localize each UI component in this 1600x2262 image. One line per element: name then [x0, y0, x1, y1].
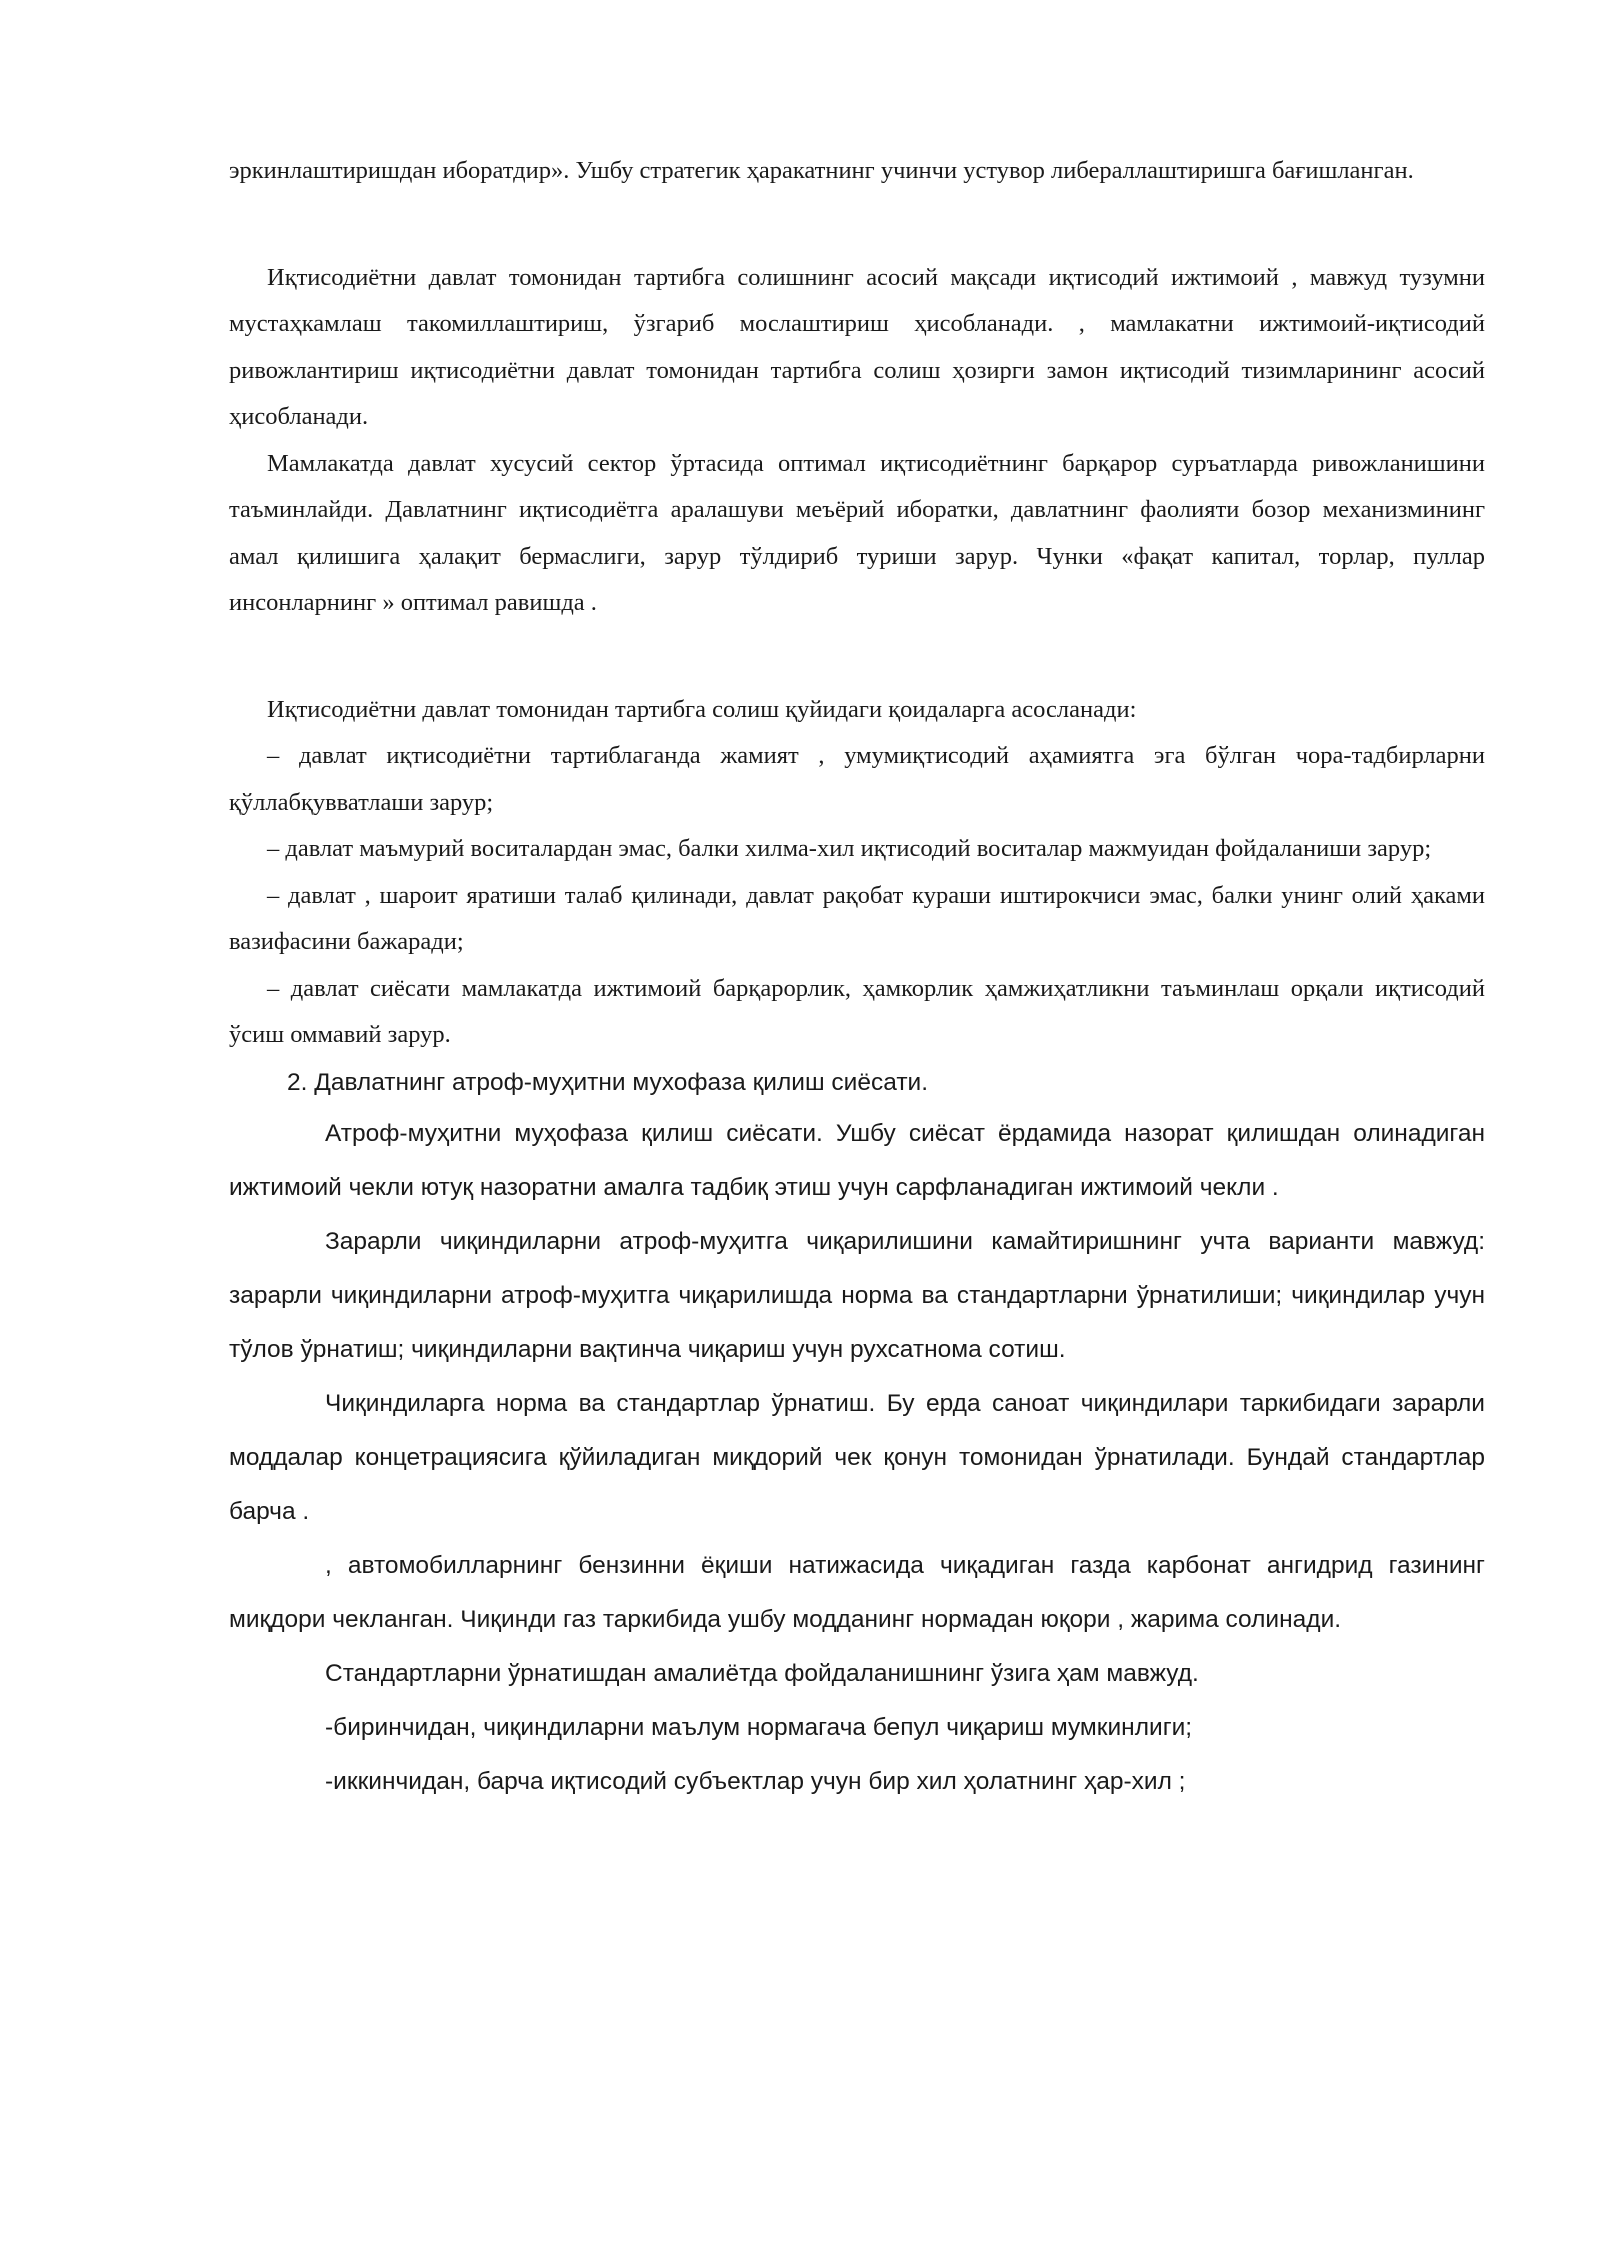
- paragraph-car-emissions: , автомобилларнинг бензинни ёқиши натижасида чиқадиган газда карбонат ангидрид газининг миқдори чекланган. Чиқинди газ таркибида ушбу модданинг нормадан юқори , жарима солинади.: [229, 1551, 1485, 1633]
- principle-item: – давлат маъмурий воситалардан эмас, балки хилма-хил иқтисодий воситалар мажмуидан фойдаланиши зарур;: [267, 835, 1432, 862]
- principle-item: – давлат иқтисодиётни тартиблаганда жамият , умумиқтисодий аҳамиятга эга бўлган чора-тадбирларни қўллабқувватлаши зарур;: [229, 742, 1485, 816]
- top-section: [229, 148, 1485, 1059]
- paragraph-continuation: эркинлаштиришдан иборатдир». Ушбу стратегик ҳаракатнинг учинчи устувор либераллаштиришга бағишланган.: [229, 157, 1414, 184]
- paragraph-emission-options: Зарарли чиқиндиларни атроф-муҳитга чиқарилишини камайтиришнинг учта варианти мавжуд: зарарли чиқиндиларни атроф-муҳитга чиқарилишда норма ва стандартларни ўрнатилиши; чиқиндилар учун тўлов ўрнатиш; чиқиндиларни вақтинча чиқариш учун рухсатнома сотиш.: [229, 1227, 1485, 1363]
- paragraph-emission-standards: Чиқиндиларга норма ва стандартлар ўрнатиш. Бу ерда саноат чиқиндилари таркибидаги зарарли моддалар концетрациясига қўйиладиган миқдорий чек қонун томонидан ўрнатилади. Бундай стандартлар барча .: [229, 1389, 1485, 1525]
- paragraph-state-private-sector: Мамлакатда давлат хусусий сектор ўртасида оптимал иқтисодиётнинг барқарор суръатларда ривожланишини таъминлайди. Давлатнинг иқтисодиётга аралашуви меъёрий иборатки, давлатнинг фаолияти бозор механизмининг амал қилишига ҳалақит бермаслиги, зарур тўлдириб туриши зарур. Чунки «фақат капитал, торлар, пуллар инсонларнинг » оптимал равишда .: [229, 449, 1485, 616]
- principle-item: – давлат , шароит яратиши талаб қилинади, давлат рақобат кураши иштирокчиси эмас, балки унинг олий ҳаками вазифасини бажаради;: [229, 881, 1485, 955]
- paragraph-environment-policy: Атроф-муҳитни муҳофаза қилиш сиёсати. Ушбу сиёсат ёрдамида назорат қилишдан олинадиган ижтимоий чекли ютуқ назоратни амалга тадбиқ этиш учун сарфланадиган ижтимоий чекли .: [229, 1119, 1485, 1201]
- document-page: [229, 148, 1485, 1809]
- section-heading: 2. Давлатнинг атроф-муҳитни мухофаза қилиш сиёсати.: [287, 1068, 929, 1096]
- paragraph-regulation-goal: Иқтисодиётни давлат томонидан тартибга солишнинг асосий мақсади иқтисодий ижтимоий , мавжуд тузумни мустаҳкамлаш такомиллаштириш, ўзгариб мослаштириш ҳисобланади. , мамлакатни ижтимоий-иқтисодий ривожлантириш иқтисодиётни давлат томонидан тартибга солиш ҳозирги замон иқтисодий тизимларининг асосий ҳисобланади.: [229, 263, 1485, 430]
- principles-intro: Иқтисодиётни давлат томонидан тартибга солиш қуйидаги қоидаларга асосланади:: [267, 695, 1137, 723]
- list-item: -иккинчидан, барча иқтисодий субъектлар учун бир хил ҳолатнинг ҳар-хил ;: [325, 1767, 1186, 1795]
- principle-item: – давлат сиёсати мамлакатда ижтимоий барқарорлик, ҳамкорлик ҳамжиҳатликни таъминлаш орқали иқтисодий ўсиш оммавий зарур.: [229, 974, 1485, 1048]
- section-environment: [229, 1059, 1485, 1809]
- list-item: -биринчидан, чиқиндиларни маълум нормагача бепул чиқариш мумкинлиги;: [325, 1713, 1193, 1741]
- list-intro: Стандартларни ўрнатишдан амалиётда фойдаланишнинг ўзига ҳам мавжуд.: [325, 1659, 1199, 1687]
